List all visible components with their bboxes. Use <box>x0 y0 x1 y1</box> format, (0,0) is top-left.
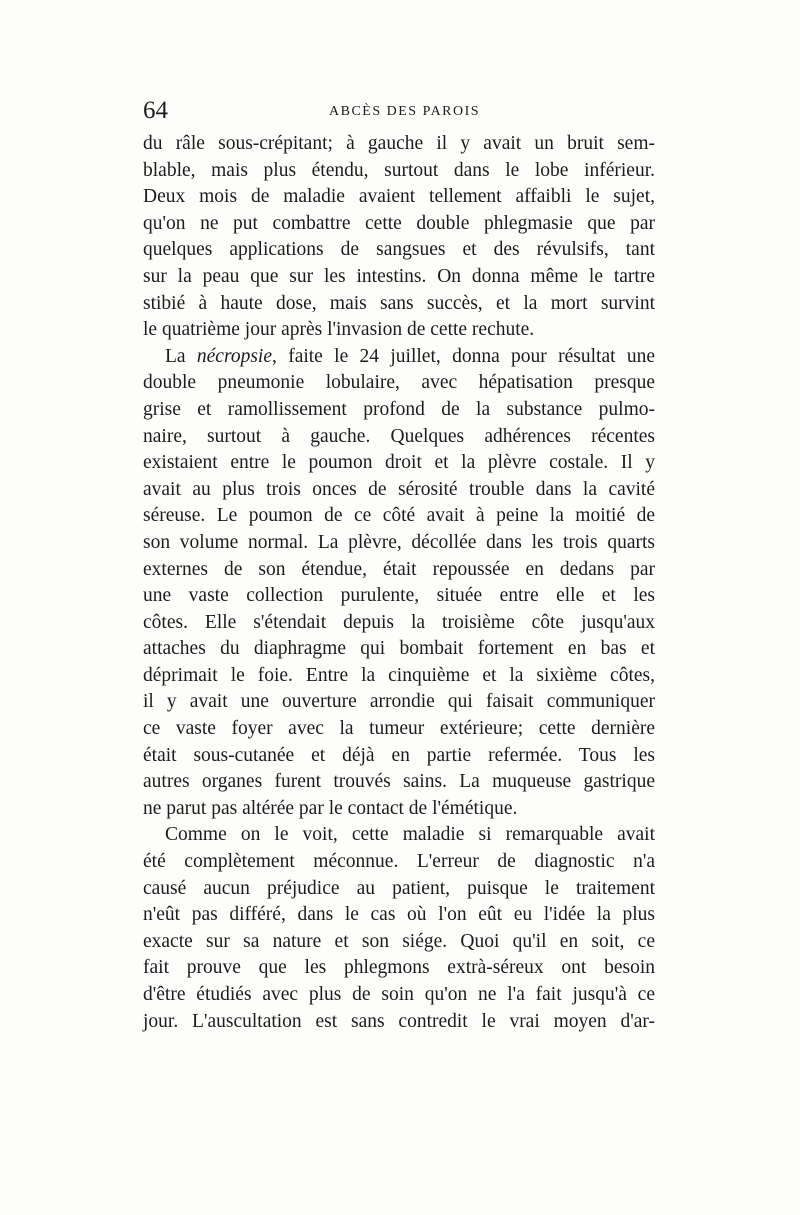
text-line: Deux mois de maladie avaient tellement affaibli le sujet, <box>143 186 655 208</box>
text-line: sur la peau que sur les intestins. On donna même le tartre <box>143 265 655 287</box>
text-line: déprimait le foie. Entre la cinquième et la sixième côtes, <box>143 664 655 686</box>
text-line: attaches du diaphragme qui bombait fortement en bas et <box>143 638 655 660</box>
text-line: d'être étudiés avec plus de soin qu'on ne l'a fait jusqu'à ce <box>143 984 655 1005</box>
body-text <box>143 131 655 1035</box>
text-line: été complètement méconnue. L'erreur de diagnostic n'a <box>143 851 655 873</box>
text-line: ce vaste foyer avec la tumeur extérieure; cette dernière <box>143 718 655 740</box>
text-line: fait prouve que les phlegmons extrà-séreux ont besoin <box>143 957 655 979</box>
text-line: autres organes furent trouvés sains. La muqueuse gastrique <box>143 771 655 793</box>
text-line: ne parut pas altérée par le contact de l'émétique. <box>143 797 518 819</box>
text-line: était sous-cutanée et déjà en partie refermée. Tous les <box>143 744 655 766</box>
text-line: blable, mais plus étendu, surtout dans le lobe inférieur. <box>143 159 655 181</box>
text-line: Comme on le voit, cette maladie si remarquable avait <box>165 824 655 846</box>
running-title: ABCÈS DES PAROIS <box>329 104 481 119</box>
text-line: existaient entre le poumon droit et la plèvre costale. Il y <box>143 452 655 474</box>
text-line: stibié à haute dose, mais sans succès, et la mort survint <box>143 292 655 314</box>
text-line: causé aucun préjudice au patient, puisque le traitement <box>143 877 655 899</box>
text-line: qu'on ne put combattre cette double phlegmasie que par <box>143 212 655 234</box>
text-run: La <box>165 345 197 367</box>
text-line: avait au plus trois onces de sérosité trouble dans la cavité <box>143 478 655 500</box>
text-line: double pneumonie lobulaire, avec hépatisation presque <box>143 372 655 394</box>
text-run: , faite le 24 juillet, donna pour résultat une <box>272 345 656 367</box>
text-line: n'eût pas différé, dans le cas où l'on eût eu l'idée la plus <box>143 904 655 926</box>
text-line: il y avait une ouverture arrondie qui faisait communiquer <box>143 691 655 713</box>
text-line: naire, surtout à gauche. Quelques adhérences récentes <box>143 425 655 447</box>
text-line: le quatrième jour après l'invasion de cette rechute. <box>143 319 535 341</box>
text-line: externes de son étendue, était repoussée en dedans par <box>143 558 655 580</box>
text-line: une vaste collection purulente, située entre elle et les <box>143 585 655 607</box>
text-line: exacte sur sa nature et son siége. Quoi qu'il en soit, ce <box>143 930 655 952</box>
text-line: séreuse. Le poumon de ce côté avait à peine la moitié de <box>143 505 655 527</box>
text-line: grise et ramollissement profond de la substance pulmo- <box>143 398 655 420</box>
italic-term: nécropsie <box>196 345 272 367</box>
text-line: quelques applications de sangsues et des révulsifs, tant <box>143 239 655 261</box>
text-line: côtes. Elle s'étendait depuis la troisième côte jusqu'aux <box>143 611 655 633</box>
text-line: jour. L'auscultation est sans contredit le vrai moyen d'ar- <box>143 1010 655 1032</box>
text-line-necropsie <box>143 344 655 371</box>
running-head <box>143 96 663 126</box>
page-number: 64 <box>143 97 168 124</box>
text-line: du râle sous-crépitant; à gauche il y avait un bruit sem- <box>143 133 655 154</box>
text-line: son volume normal. La plèvre, décollée dans les trois quarts <box>143 531 655 553</box>
